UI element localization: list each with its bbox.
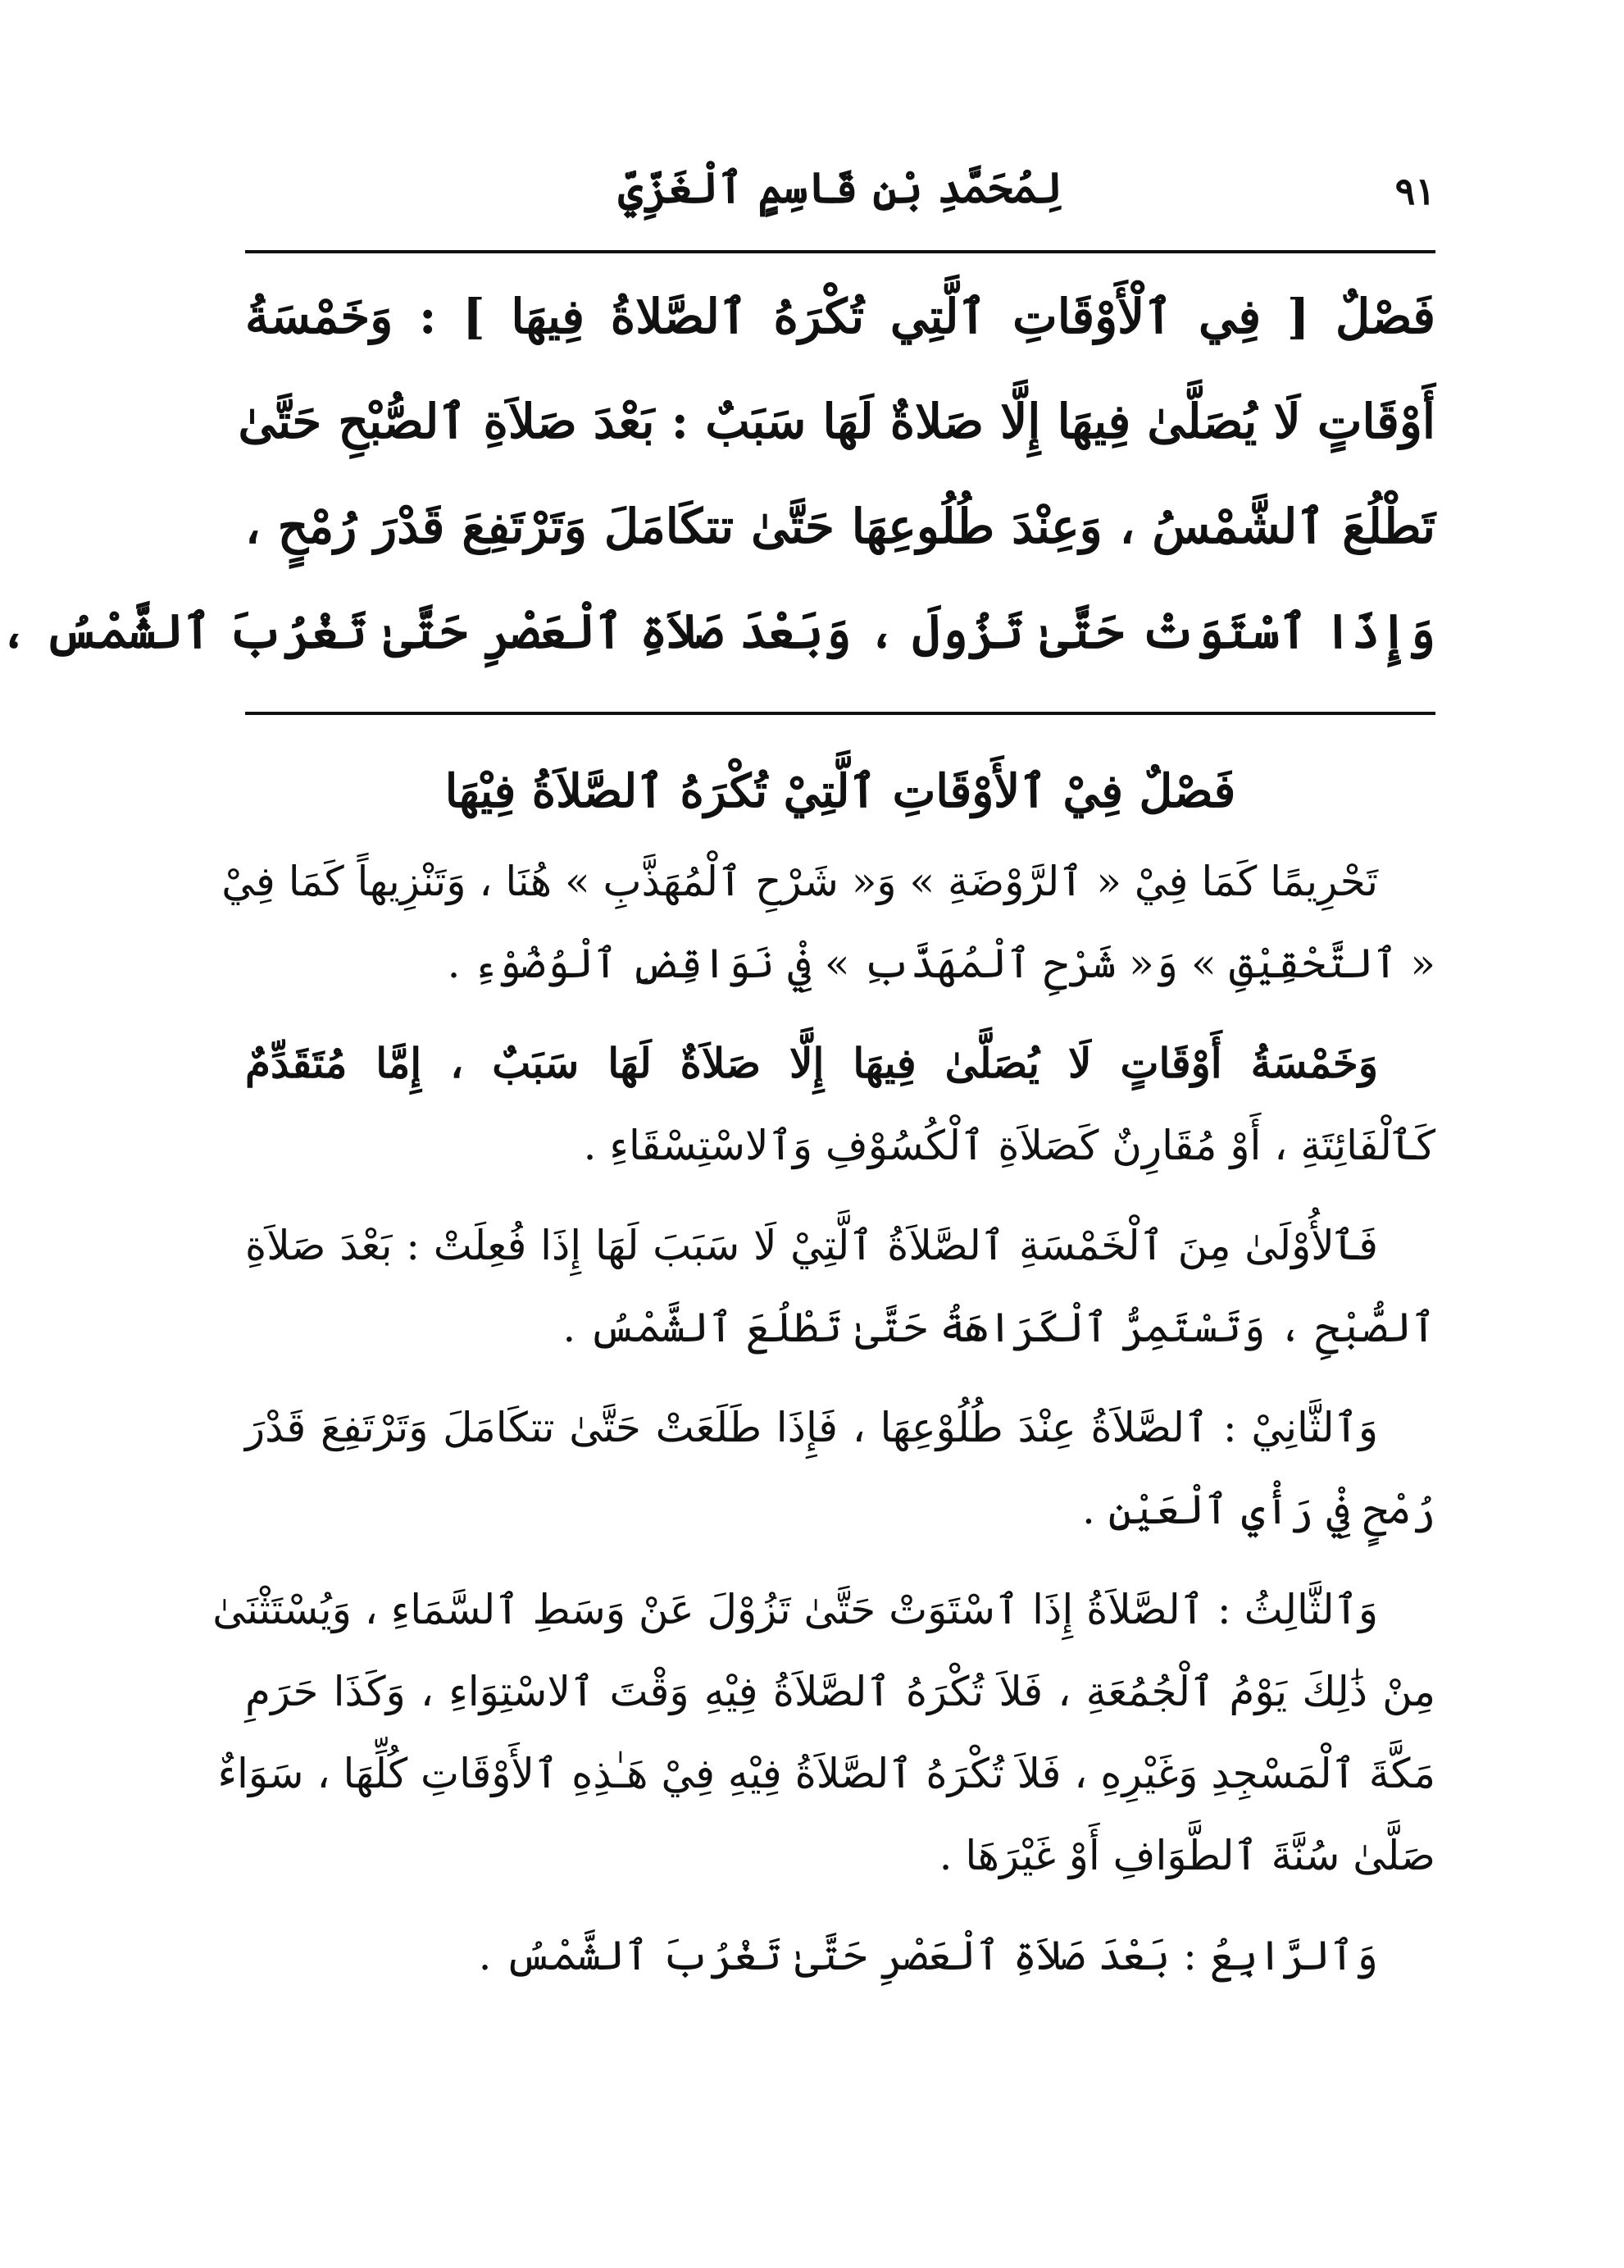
paragraph-line: وَخَمْسَةُ أَوْقَاتٍ لَا يُصَلَّىٰ فِيهَا إِلَّا صَلاَةٌ لَهَا سَبَبٌ ، إِمَّا مُتَقَدِّمٌ bbox=[245, 1039, 1378, 1087]
paragraph-line: وَٱلثَّانِيْ : ٱلصَّلاَةُ عِنْدَ طُلُوْعِهَا ، فَإِذَا طَلَعَتْ حَتَّىٰ تتكَامَلَ وَتَرْتَفِعَ قَدْرَ bbox=[245, 1404, 1378, 1451]
paragraph bbox=[221, 840, 1435, 1004]
paragraph-line: كَٱلْفَائِتَةِ ، أَوْ مُقَارِنٌ كَصَلاَةِ ٱلْكُسُوْفِ وَٱلاسْتِسْقَاءِ . bbox=[583, 1122, 1435, 1169]
matn-line: تَطْلُعَ ٱلشَّمْسُ ، وَعِنْدَ طُلُوعِهَا حَتَّىٰ تتكَامَلَ وَتَرْتَفِعَ قَدْرَ رُمْحٍ ، bbox=[245, 499, 1435, 554]
section-heading: فَصْلٌ فِيْ ٱلأَوْقَاتِ ٱلَّتِيْ تُكْرَهُ ٱلصَّلاَةُ فِيْهَا bbox=[444, 764, 1236, 818]
paragraph bbox=[212, 1569, 1435, 1897]
paragraph-line: صَلَّىٰ سُنَّةَ ٱلطَّوَافِ أَوْ غَيْرَهَا . bbox=[939, 1832, 1435, 1879]
running-header bbox=[245, 139, 1435, 238]
paragraph-line: مِنْ ذَٰلِكَ يَوْمُ ٱلْجُمُعَةِ ، فَلاَ تُكْرَهُ ٱلصَّلاَةُ فِيْهِ وَقْتَ ٱلاسْتِوَاءِ ، وَكَذَا حَرَمِ bbox=[245, 1668, 1435, 1715]
sharh-commentary bbox=[212, 742, 1435, 1997]
paragraph bbox=[245, 1022, 1435, 1186]
paragraph bbox=[245, 1387, 1435, 1551]
matn-line: أَوْقَاتٍ لَا يُصَلَّىٰ فِيهَا إِلَّا صَلاةٌ لَهَا سَبَبٌ : بَعْدَ صَلاَةِ ٱلصُّبْحِ حَتَّىٰ bbox=[238, 394, 1435, 449]
paragraph-line: رُمْحٍ فِيْ رَأْيِ ٱلْعَيْنِ . bbox=[1081, 1486, 1435, 1533]
page-number: ٩١ bbox=[1394, 169, 1435, 213]
paragraph-line: مَكَّةَ ٱلْمَسْجِدِ وَغَيْرِهِ ، فَلاَ تُكْرَهُ ٱلصَّلاَةُ فِيْهِ فِيْ هَـٰذِهِ ٱلأَوْقَاتِ كُلِّهَا ، سَوَاءٌ bbox=[217, 1750, 1435, 1797]
paragraph bbox=[245, 1205, 1435, 1369]
paragraph-line: تَحْرِيمًا كَمَا فِيْ « ٱلرَّوْضَةِ » وَ« شَرْحِ ٱلْمُهَذَّبِ » هُنَا ، وَتَنْزِيهاً كَمَا فِيْ bbox=[221, 858, 1378, 905]
matn-text bbox=[0, 264, 1435, 684]
paragraph-line: وَٱلرَّابِعُ : بَعْدَ صَلاَةِ ٱلْعَصْرِ حَتَّىٰ تَغْرُبَ ٱلشَّمْسُ . bbox=[478, 1932, 1378, 1979]
paragraph-line: فَٱلأُوْلَىٰ مِنَ ٱلْخَمْسَةِ ٱلصَّلاَةُ ٱلَّتِيْ لَا سَبَبَ لَهَا إِذَا فُعِلَتْ : بَعْدَ صَلاَةِ bbox=[245, 1222, 1378, 1269]
paragraph-line: « ٱلتَّحْقِيْقِ » وَ« شَرْحِ ٱلْمُهَذَّبِ » فِيْ نَوَاقِضِ ٱلْوُضُوْءِ . bbox=[447, 940, 1435, 987]
header-rule bbox=[245, 250, 1435, 253]
matn-line: وَإِذَا ٱسْتَوَتْ حَتَّىٰ تَزُولَ ، وَبَعْدَ صَلاَةِ ٱلْعَصْرِ حَتَّىٰ تَغْرُبَ ٱلشَّمْسُ ، bbox=[0, 603, 1435, 659]
matn-line: فَصْلٌ [ فِي ٱلْأَوْقَاتِ ٱلَّتِي تُكْرَهُ ٱلصَّلاةُ فِيهَا ] : وَخَمْسَةُ bbox=[245, 289, 1435, 344]
running-title: لِمُحَمَّدِ بْنِ قَاسِمٍ ٱلْغَزِّيِّ bbox=[618, 162, 1062, 213]
paragraph-line: ٱلصُّبْحِ ، وَتَسْتَمِرُّ ٱلْكَرَاهَةُ حَتَّىٰ تَطْلُعَ ٱلشَّمْسُ . bbox=[562, 1304, 1435, 1351]
section-divider-rule bbox=[245, 712, 1435, 715]
paragraph-line: وَٱلثَّالِثُ : ٱلصَّلاَةُ إِذَا ٱسْتَوَتْ حَتَّىٰ تَزُوْلَ عَنْ وَسَطِ ٱلسَّمَاءِ ، وَيُسْتَثْنَىٰ bbox=[212, 1586, 1378, 1633]
paragraph bbox=[245, 1915, 1435, 1997]
